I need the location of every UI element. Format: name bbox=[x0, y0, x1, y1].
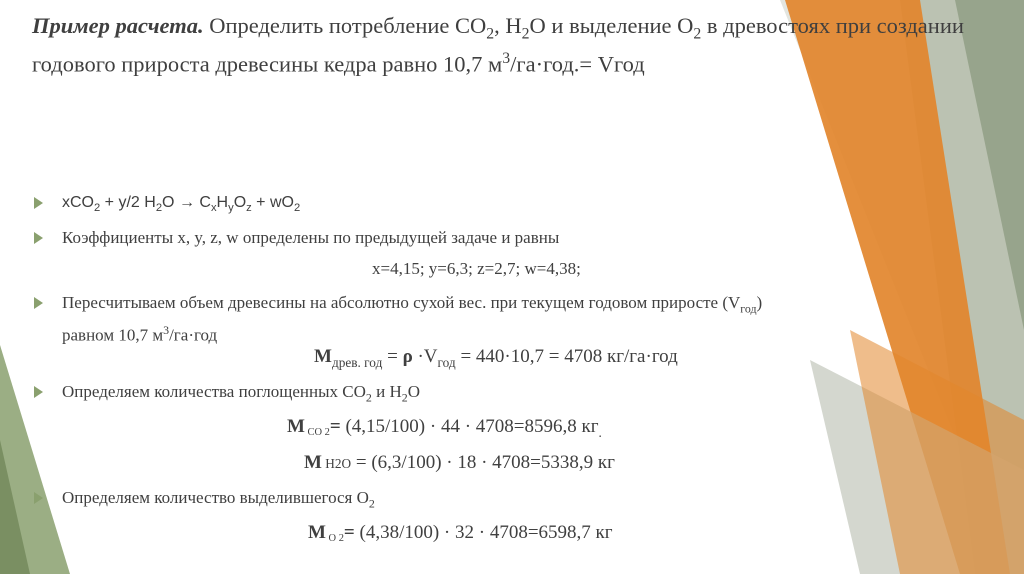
coefficient-values: x=4,15; y=6,3; z=2,7; w=4,38; bbox=[372, 259, 581, 278]
formula-o2: M O 2= (4,38/100) · 32 · 4708=6598,7 кг bbox=[308, 522, 613, 544]
formula-wood-mass: $M_{древ. год} = \rho \cdot V_{год} = 440\cdot 10,7 = 4708$ кг/га·год bbox=[314, 346, 678, 370]
list-item-released: Определяем количество выделившегося $O_2$ bbox=[34, 487, 375, 514]
list-item-equation: xCO$_2$ + y/2 $H_2O \to C_xH_yO_z + wO_2$ bbox=[34, 192, 300, 219]
bullet-arrow-icon bbox=[34, 232, 43, 244]
list-item-absorbed: Определяем количества поглощенных $CO_2$ и $H_2O$ bbox=[34, 381, 420, 408]
list-item-coefficients: Коэффициенты x, y, z, w определены по предыдущей задаче и равны bbox=[34, 227, 559, 249]
bullet-arrow-icon bbox=[34, 197, 43, 209]
bullet-arrow-icon bbox=[34, 492, 43, 504]
slide-title: Пример расчета. Определить потребление $CO_2$, $H_2O$ и выделение $O_2$ в древостоях при создании годового прироста древесины кедра равно 10,7 $м^3/га\cdot год.=$ Vгод bbox=[32, 13, 964, 76]
bullet-arrow-icon bbox=[34, 386, 43, 398]
formula-h2o: M H2O = (6,3/100) · 18 · 4708=5338,9 кг bbox=[304, 452, 615, 473]
list-item-recalc: Пересчитываем объем древесины на абсолютно сухой вес. при текущем годовом приросте $(V_{год})$ равном 10,7 $м^3/га\cdot год$ bbox=[34, 292, 934, 347]
formula-co2: M CO 2= (4,15/100) · 44 · 4708=8596,8 $кг_.$ bbox=[287, 416, 602, 440]
bullet-arrow-icon bbox=[34, 297, 43, 309]
